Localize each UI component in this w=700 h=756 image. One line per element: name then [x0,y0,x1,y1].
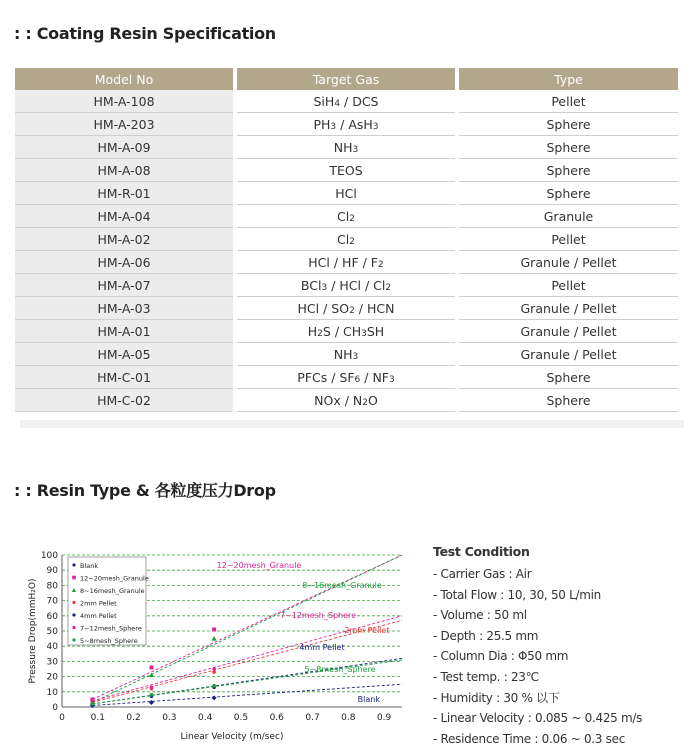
y-tick-label: 40 [46,642,58,653]
model-no-cell: HM-A-07 [15,274,233,297]
gas-text: / AsH [336,116,373,132]
legend-entry: 12~20mesh_Granule [80,574,149,583]
condition-item: - Test temp. : 23℃ [433,669,539,684]
model-no-cell: HM-A-108 [15,90,233,113]
y-tick-label: 30 [46,657,58,668]
series-label: 8~16mesh_Granule [302,581,382,590]
legend-entry: 4mm Pellet [80,612,117,620]
condition-item: - Linear Velocity : 0.085 ~ 0.425 m/s [433,711,643,726]
x-tick-label: 0.9 [376,713,392,723]
subscript: 2 [385,282,392,293]
target-gas-cell [237,389,455,412]
data-point [212,667,216,671]
target-gas-cell [237,228,455,251]
y-tick-label: 70 [46,596,58,607]
target-gas-cell [237,297,455,320]
model-no-cell: HM-C-01 [15,366,233,389]
gas-text: PH [313,116,331,132]
gas-text: PFCs / SF [297,369,355,385]
data-point [149,665,153,669]
subscript: 3 [352,144,359,155]
legend-entry: 2mm Pellet [80,599,117,608]
test-condition-panel [433,544,642,749]
series-label: 2mm Pellet [344,626,390,635]
legend-marker [72,601,75,604]
table-row [15,274,678,297]
table-row [15,113,678,136]
gas-text: / HCN [354,300,395,316]
gas-text: HCl / SO [297,300,350,316]
type-cell: Sphere [459,159,678,182]
type-cell: Granule [459,205,678,228]
model-no-cell: HM-A-01 [15,320,233,343]
model-no-cell: HM-A-04 [15,205,233,228]
model-no-cell: HM-A-05 [15,343,233,366]
model-no-cell: HM-A-203 [15,113,233,136]
condition-item: - Volume : 50 ml [433,608,527,623]
table-row [15,182,678,205]
subscript: 2 [349,236,355,247]
gas-text: / NF [360,369,389,385]
legend-entry: 5~8mesh_Sphere [80,637,138,645]
section-title-coating-resin: : : Coating Resin Specification [14,24,276,43]
condition-item: - Depth : 25.5 mm [433,628,539,643]
table-bottom-divider [20,420,684,428]
gas-text: NH [333,139,353,155]
y-tick-label: 100 [40,551,58,561]
x-tick-label: 0.2 [126,713,141,723]
pressure-drop-chart [22,544,417,749]
gas-text: Cl [337,231,350,247]
table-row [15,90,678,113]
type-cell: Sphere [459,389,678,412]
table-row [15,228,678,251]
model-no-cell: HM-A-03 [15,297,233,320]
type-cell: Sphere [459,113,678,136]
test-condition-title: Test Condition [433,544,530,559]
type-cell: Granule / Pellet [459,320,678,343]
resin-spec-table [15,68,678,412]
x-tick-label: 0.7 [305,713,320,723]
data-point [212,684,216,688]
gas-text: S / CH [322,323,362,339]
gas-text: HCl / HF / F [308,254,378,270]
x-tick-label: 0.8 [341,713,356,723]
subscript: 6 [354,374,361,385]
x-tick-label: 0 [59,713,65,723]
subscript: 4 [334,98,341,109]
gas-text: / DCS [340,93,379,109]
subscript: 2 [349,213,355,224]
model-no-cell: HM-A-06 [15,251,233,274]
trend-line [92,684,402,705]
table-row [15,136,678,159]
model-no-cell: HM-R-01 [15,182,233,205]
subscript: 2 [349,305,355,316]
data-point [91,702,95,706]
x-tick-label: 0.1 [90,713,105,723]
subscript: 2 [362,397,368,408]
target-gas-cell [237,320,455,343]
table-row [15,343,678,366]
y-tick-label: 80 [46,581,58,592]
subscript: 3 [388,374,395,385]
gas-text: BCl [300,277,322,293]
condition-item: - Carrier Gas : Air [433,567,532,581]
section-title-pressure-drop: : : Resin Type & 各粒度压力Drop [14,481,276,500]
x-tick-label: 0.5 [233,713,249,723]
data-point [212,695,217,700]
series-label: 4mm Pellet [299,643,345,652]
type-cell: Sphere [459,182,678,205]
y-axis-label: Pressure Drop(mmH₂O) [28,578,38,684]
legend-entry: 8~16mesh_Granule [80,587,145,595]
type-cell: Granule / Pellet [459,251,678,274]
y-tick-label: 10 [46,687,58,698]
y-tick-label: 90 [46,566,58,577]
gas-text: Cl [337,208,350,224]
header-target-gas: Target Gas [237,68,455,90]
x-tick-label: 0.3 [162,713,177,723]
target-gas-cell [237,136,455,159]
target-gas-cell [237,205,455,228]
legend-marker [72,626,75,629]
y-tick-label: 50 [46,627,58,637]
table-row [15,251,678,274]
gas-text: O [368,392,378,408]
series-label: Blank [357,695,380,704]
data-point [150,685,154,689]
gas-text: SH [366,323,385,339]
type-cell: Pellet [459,274,678,297]
target-gas-cell [237,90,455,113]
condition-item: - Column Dia : Φ50 mm [433,649,569,664]
y-tick-label: 20 [46,672,58,683]
gas-text: TEOS [329,162,363,178]
table-row [15,389,678,412]
legend-entry: 7~12mesh_Sphere [80,624,142,633]
subscript: 3 [372,121,379,132]
legend-entry: Blank [80,562,99,570]
legend-marker [72,576,76,580]
model-no-cell: HM-C-02 [15,389,233,412]
target-gas-cell [237,182,455,205]
table-header-row [15,68,678,90]
x-tick-label: 0.4 [197,713,213,723]
table-row [15,297,678,320]
legend-marker [72,613,75,616]
header-type: Type [459,68,678,90]
data-point [212,627,216,631]
target-gas-cell [237,251,455,274]
series-label: 5~8mesh_Sphere [304,665,376,674]
legend-marker [72,638,75,641]
model-no-cell: HM-A-02 [15,228,233,251]
gas-text: HCl [335,185,357,201]
series-label: 7~12mesh_Sphere [279,611,357,620]
model-no-cell: HM-A-09 [15,136,233,159]
gas-text: SiH [313,93,335,109]
subscript: 3 [352,351,359,362]
condition-item: - Humidity : 30 % 以下 [433,690,560,705]
data-point [212,636,217,641]
type-cell: Sphere [459,136,678,159]
gas-text: H [307,323,318,339]
type-cell: Granule / Pellet [459,343,678,366]
subscript: 3 [361,328,367,339]
subscript: 2 [317,328,323,339]
target-gas-cell [237,274,455,297]
type-cell: Sphere [459,366,678,389]
table-row [15,205,678,228]
series-label: 12~20mesh_Granule [216,561,302,570]
target-gas-cell [237,159,455,182]
target-gas-cell [237,113,455,136]
y-tick-label: 60 [46,611,58,622]
data-point [149,700,154,705]
header-model-no: Model No [15,68,233,90]
condition-item: - Residence Time : 0.06 ~ 0.3 sec [433,731,625,746]
table-row [15,320,678,343]
model-no-cell: HM-A-08 [15,159,233,182]
condition-item: - Total Flow : 10, 30, 50 L/min [433,587,601,602]
x-tick-label: 0.6 [269,713,284,723]
y-tick-label: 0 [52,703,58,713]
subscript: 3 [321,282,328,293]
type-cell: Pellet [459,228,678,251]
gas-text: NH [333,346,353,362]
subscript: 3 [330,121,337,132]
subscript: 2 [377,259,384,270]
type-cell: Pellet [459,90,678,113]
table-row [15,159,678,182]
data-point [150,693,154,697]
target-gas-cell [237,343,455,366]
x-axis-label: Linear Velocity (m/sec) [180,732,284,742]
gas-text: / HCl / Cl [327,277,386,293]
target-gas-cell [237,366,455,389]
gas-text: NOx / N [314,392,363,408]
table-row [15,366,678,389]
type-cell: Granule / Pellet [459,297,678,320]
